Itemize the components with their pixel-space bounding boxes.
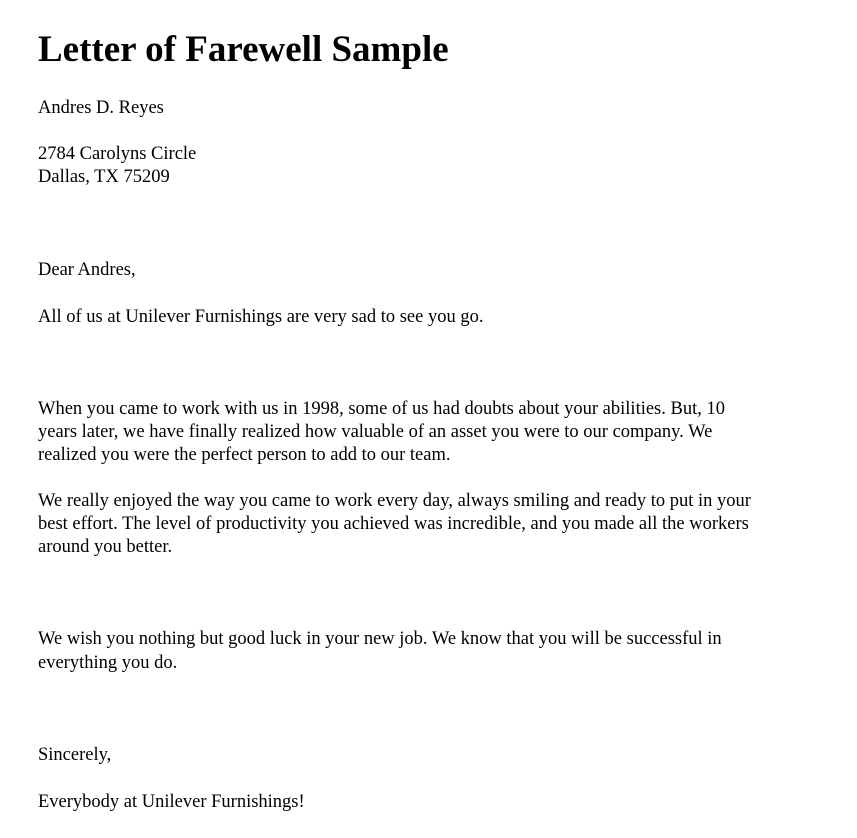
paragraph-3-line-1: We really enjoyed the way you came to work every day, always smiling and ready to put in your xyxy=(38,491,751,511)
sender-address-line1: 2784 Carolyns Circle xyxy=(38,144,197,164)
salutation: Dear Andres, xyxy=(38,260,136,280)
paragraph-3-line-3: around you better. xyxy=(38,537,173,557)
paragraph-2-line-3: realized you were the perfect person to add to our team. xyxy=(38,445,451,465)
signature: Everybody at Unilever Furnishings! xyxy=(38,792,305,812)
paragraph-3-line-2: best effort. The level of productivity you achieved was incredible, and you made all the workers xyxy=(38,514,749,534)
paragraph-2-line-2: years later, we have finally realized how valuable of an asset you were to our company. We xyxy=(38,422,713,442)
paragraph-4-line-1: We wish you nothing but good luck in your new job. We know that you will be successful in xyxy=(38,629,722,649)
paragraph-1-line-1: All of us at Unilever Furnishings are very sad to see you go. xyxy=(38,307,484,327)
sender-address-line2: Dallas, TX 75209 xyxy=(38,167,170,187)
sender-name: Andres D. Reyes xyxy=(38,98,164,118)
paragraph-4-line-2: everything you do. xyxy=(38,653,178,673)
closing: Sincerely, xyxy=(38,745,112,765)
page-title: Letter of Farewell Sample xyxy=(38,29,449,70)
paragraph-2-line-1: When you came to work with us in 1998, some of us had doubts about your abilities. But, 10 xyxy=(38,399,725,419)
